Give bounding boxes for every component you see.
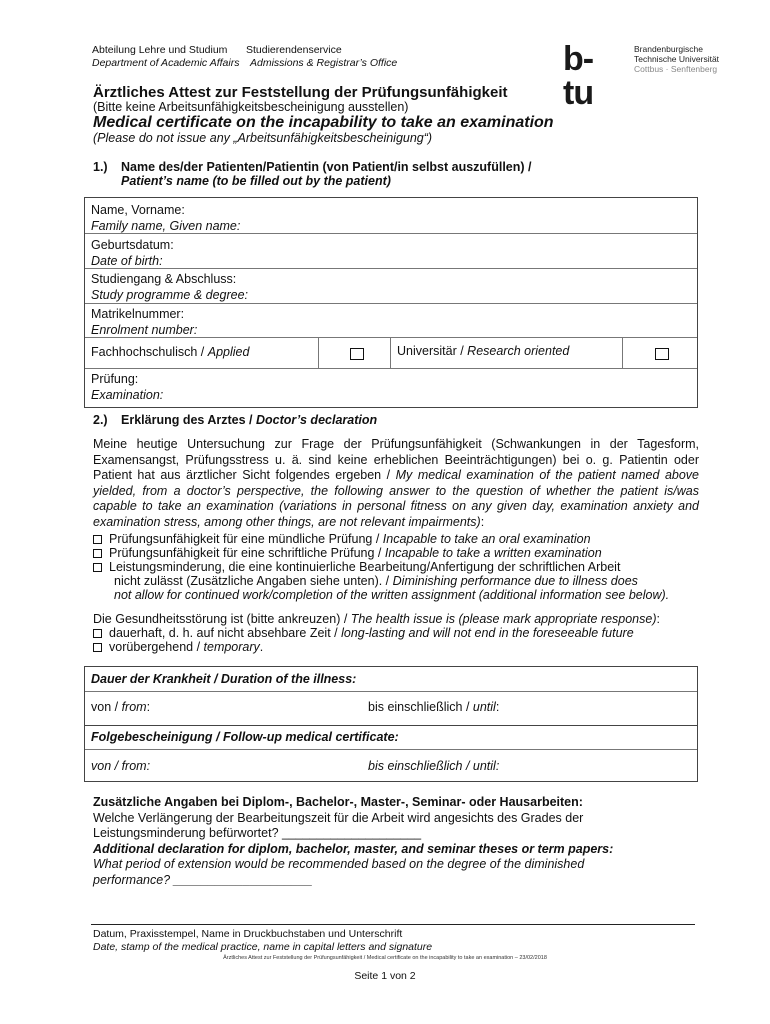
department-label (92, 44, 239, 70)
additional-q-de-2[interactable]: Leistungsminderung befürwortet? ____________________ (93, 826, 422, 840)
checkbox-research[interactable] (655, 348, 669, 360)
type-research-de: Universitär / (397, 344, 464, 358)
field-name-en: Family name, Given name: (91, 219, 241, 233)
field-enrolment-en: Enrolment number: (91, 323, 198, 337)
from-de: von / (91, 700, 122, 714)
field-exam-en: Examination: (91, 388, 164, 402)
until-colon: : (495, 700, 500, 714)
option-diminished-en: not allow for continued work/completion of the written assignment (additional information see below). (114, 588, 670, 602)
additional-section (93, 795, 703, 888)
title-de-note: (Bitte keine Arbeitsunfähigkeitsbescheinigung ausstellen) (93, 100, 409, 114)
checkbox-permanent[interactable] (93, 629, 102, 638)
title-en: Medical certificate on the incapability to take an examination (93, 114, 554, 131)
additional-heading-de: Zusätzliche Angaben bei Diplom-, Bachelor-, Master-, Seminar- oder Hausarbeiten: (93, 795, 583, 809)
option-permanent[interactable] (93, 626, 634, 640)
service-en: Admissions & Registrar’s Office (250, 57, 398, 69)
para-en-start: My medical examination of the patient named above (395, 468, 699, 482)
divider (85, 368, 697, 369)
divider (390, 337, 391, 368)
dept-en: Department of Academic Affairs (92, 57, 240, 69)
field-birthdate-de: Geburtsdatum: (91, 238, 174, 252)
para-en-end: examination stress, among other things, are not relevant impairments) (93, 514, 481, 529)
field-exam[interactable] (91, 371, 163, 403)
duration-table (84, 666, 698, 726)
para-de-end: Patient hat aus ärztlicher Sicht folgendes ergeben / (93, 468, 396, 482)
perm-de: dauerhaft, d. h. auf nicht absehbare Zeit / (109, 626, 342, 640)
until-de: bis einschließlich / (368, 700, 473, 714)
field-enrolment-de: Matrikelnummer: (91, 307, 185, 321)
duration-from[interactable] (91, 700, 150, 714)
temp-period: . (259, 640, 264, 654)
logo-line2: Technische Universität (634, 54, 720, 64)
divider (85, 691, 697, 692)
para-colon: : (480, 514, 485, 529)
field-name-de: Name, Vorname: (91, 203, 185, 217)
para-line: capable to take an examination (variations in personal fitness on any given day, examination anxiety and (93, 499, 699, 513)
checkbox-oral[interactable] (93, 535, 102, 544)
logo-mark: b-tu (563, 40, 594, 112)
type-research-label (397, 344, 569, 358)
followup-until[interactable]: bis einschließlich / until: (368, 759, 500, 773)
followup-title: Folgebescheinigung / Follow-up medical certificate: (91, 730, 399, 744)
checkbox-applied[interactable] (350, 348, 364, 360)
health-de: Die Gesundheitsstörung ist (bitte ankreuzen) / (93, 612, 351, 626)
followup-table (84, 724, 698, 782)
para-line: Examensangst, Prüfungsstress u. ä. sind keine erheblichen Beeinträchtigungen) bei o. g. Patientin oder (93, 452, 699, 467)
field-exam-de: Prüfung: (91, 372, 139, 386)
followup-from[interactable]: von / from: (91, 759, 151, 773)
checkbox-written[interactable] (93, 549, 102, 558)
temp-en: temporary (203, 640, 260, 654)
until-en: until (472, 700, 496, 714)
checkbox-temporary[interactable] (93, 643, 102, 652)
signature-line (91, 924, 695, 925)
temp-de: vorübergehend / (109, 640, 204, 654)
service-de: Studierendenservice (246, 44, 342, 56)
duration-until[interactable] (368, 700, 499, 714)
service-label (246, 44, 397, 70)
patient-table (84, 197, 698, 408)
checkbox-diminished[interactable] (93, 563, 102, 572)
section2-heading-de: Erklärung des Arztes / (121, 413, 253, 427)
divider (85, 749, 697, 750)
logo-line1: Brandenburgische (634, 44, 703, 54)
signature-label (93, 928, 432, 954)
section1-heading-en: Patient’s name (to be filled out by the patient) (121, 174, 391, 188)
option-diminished-cont (114, 574, 638, 588)
divider (85, 337, 697, 338)
para-line: yielded, from a doctor’s perspective, the following answer to the question of whether the patient is/was (93, 483, 699, 498)
type-applied-label (91, 344, 249, 360)
section2-heading (121, 413, 377, 427)
opt1-de: Prüfungsunfähigkeit für eine mündliche Prüfung / (109, 532, 383, 546)
opt1-en: Incapable to take an oral examination (382, 532, 591, 546)
section2-number: 2.) (93, 413, 108, 427)
health-colon: : (656, 612, 660, 626)
title-de: Ärztliches Attest zur Feststellung der Prüfungsunfähigkeit (93, 84, 508, 101)
field-programme-de: Studiengang & Abschluss: (91, 272, 237, 286)
field-programme-en: Study programme & degree: (91, 288, 249, 302)
divider (622, 337, 623, 368)
health-en: The health issue is (please mark appropriate response) (350, 612, 657, 626)
divider (85, 303, 697, 304)
perm-en: long-lasting and will not end in the foreseeable future (341, 626, 634, 640)
title-en-note: (Please do not issue any „Arbeitsunfähigkeitsbescheinigung“) (93, 131, 433, 145)
dept-de: Abteilung Lehre und Studium (92, 44, 228, 56)
section1-heading-de: Name des/der Patienten/Patientin (von Patient/in selbst auszufüllen) / (121, 160, 532, 174)
divider (85, 233, 697, 234)
para-line (93, 468, 699, 484)
field-birthdate-en: Date of birth: (91, 254, 163, 268)
type-applied-de: Fachhochschulisch / (91, 345, 205, 359)
from-colon: : (146, 700, 151, 714)
type-applied-en: Applied (207, 345, 250, 359)
additional-q-en-1: What period of extension would be recommended based on the degree of the diminished (93, 857, 585, 871)
field-birthdate[interactable] (91, 237, 174, 269)
health-question (93, 612, 660, 626)
option-temporary[interactable] (93, 640, 263, 654)
divider (318, 337, 319, 368)
opt3-en-1: Diminishing performance due to illness does (392, 574, 638, 588)
logo-line3: Cottbus · Senftenberg (634, 64, 718, 74)
additional-heading-en: Additional declaration for diplom, bachelor, master, and seminar theses or term papers: (93, 841, 614, 856)
section2-heading-en: Doctor’s declaration (256, 413, 378, 427)
additional-q-en-2[interactable]: performance? ____________________ (93, 872, 313, 887)
duration-title: Dauer der Krankheit / Duration of the illness: (91, 672, 357, 686)
opt3-de-2: nicht zulässt (Zusätzliche Angaben siehe unten). / (114, 574, 393, 588)
additional-q-de-1: Welche Verlängerung der Bearbeitungszeit für die Arbeit wird angesichts des Grades der (93, 810, 584, 825)
opt2-de: Prüfungsunfähigkeit für eine schriftliche Prüfung / (109, 546, 385, 560)
opt2-en: Incapable to take a written examination (384, 546, 602, 560)
section1-number: 1.) (93, 160, 108, 174)
para-line: Meine heutige Untersuchung zur Frage der Prüfungsunfähigkeit (Schwankungen in der Tagesform, (93, 437, 699, 451)
page-number: Seite 1 von 2 (354, 970, 416, 982)
from-en: from (121, 700, 147, 714)
opt3-de-1: Leistungsminderung, die eine kontinuierliche Bearbeitung/Anfertigung der schriftlichen Arbeit (109, 560, 621, 574)
signature-de: Datum, Praxisstempel, Name in Druckbuchstaben und Unterschrift (93, 928, 403, 940)
option-diminished[interactable] (93, 560, 620, 574)
field-enrolment[interactable] (91, 306, 197, 338)
divider (85, 268, 697, 269)
option-oral[interactable] (93, 532, 591, 546)
para-line (93, 515, 699, 531)
option-written[interactable] (93, 546, 602, 560)
declaration-paragraph (93, 437, 699, 530)
type-research-en: Research oriented (467, 344, 570, 358)
footer-small-text: Ärztliches Attest zur Feststellung der Prüfungsunfähigkeit / Medical certificate on the incapability to take an examination – 23/02/2018 (223, 955, 547, 961)
field-programme[interactable] (91, 271, 248, 303)
logo-text (634, 44, 719, 74)
signature-en: Date, stamp of the medical practice, name in capital letters and signature (93, 941, 433, 953)
field-name[interactable] (91, 202, 240, 234)
